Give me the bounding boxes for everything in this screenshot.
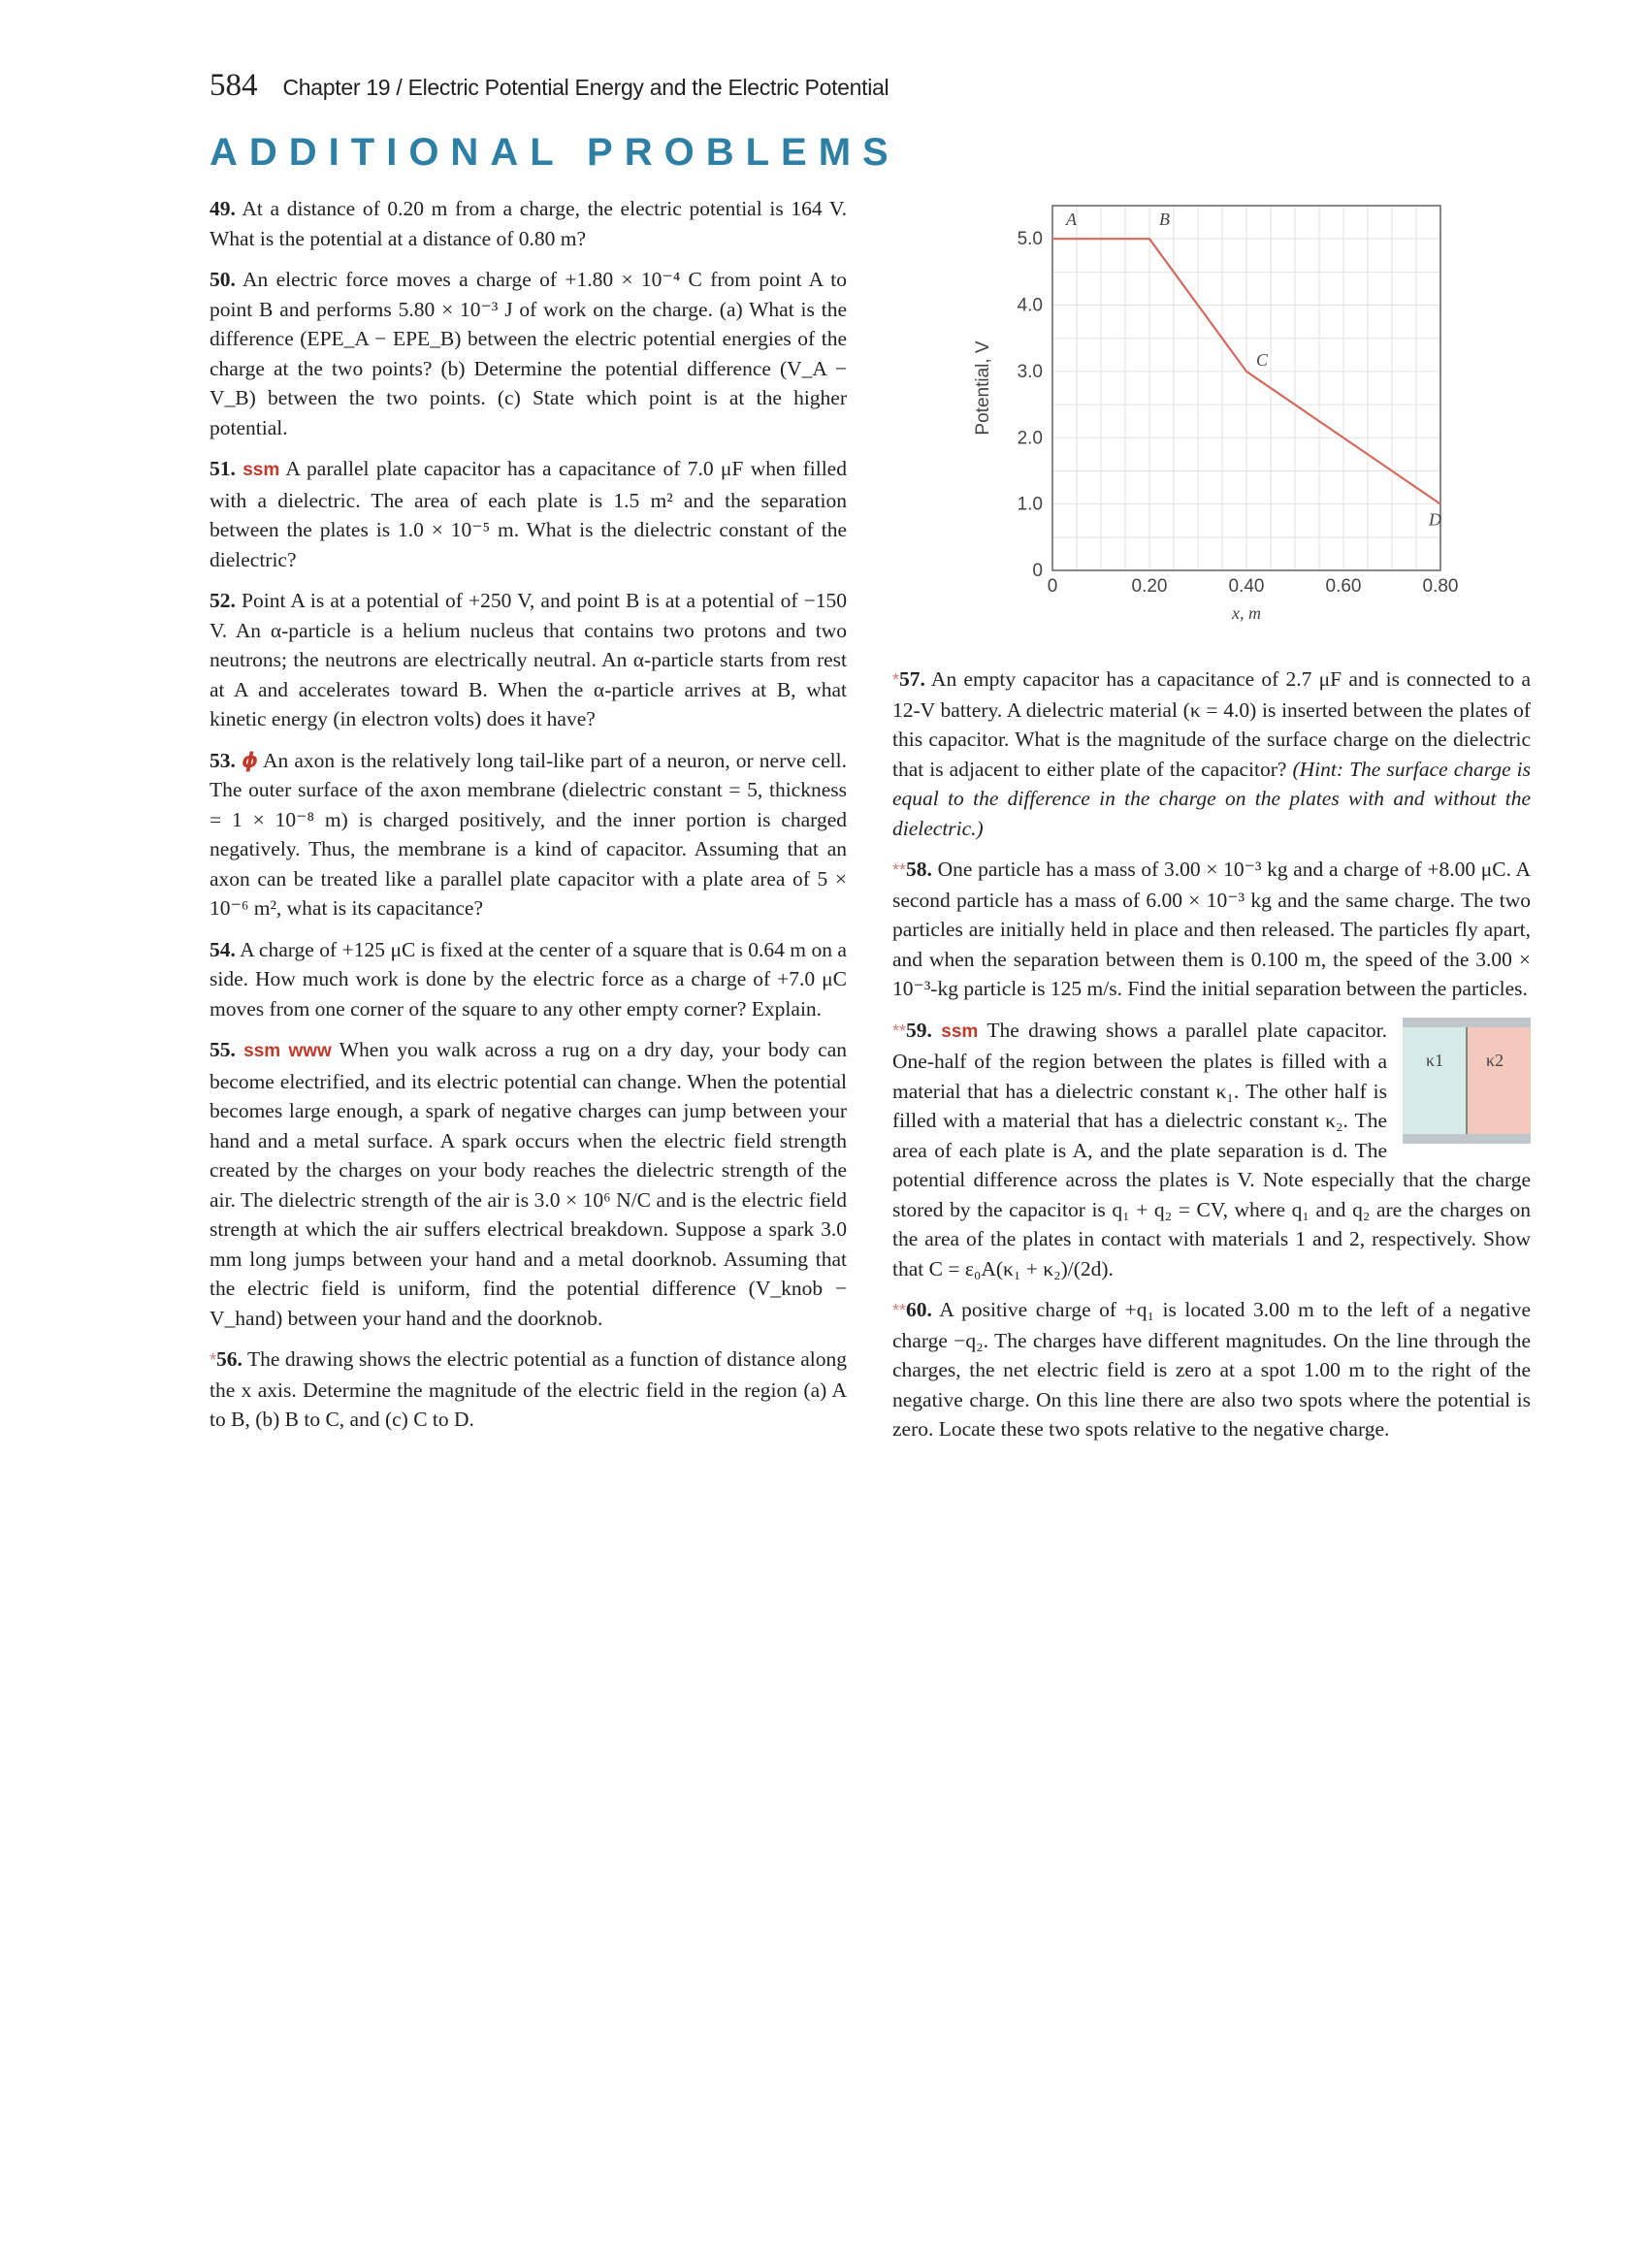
- problem-58: [892, 855, 1531, 1004]
- problem-number: 58.: [906, 858, 932, 881]
- problem-number: 57.: [899, 667, 925, 691]
- bottom-plate: [1403, 1134, 1531, 1144]
- point-label-b: B: [1159, 210, 1170, 230]
- problem-51: [210, 454, 847, 574]
- problem-53: [210, 746, 847, 923]
- problem-text: A parallel plate capacitor has a capacitance of 7.0 μF when filled with a dielectric. The area of each plate is 1.5 m² and the separation between the plates is 1.0 × 10⁻⁵ m. What is the dielectric constant of the dielectric?: [210, 457, 847, 571]
- running-header: [210, 68, 889, 116]
- ssm-tag[interactable]: ssm: [941, 1021, 979, 1042]
- right-column: [892, 664, 1531, 1456]
- y-tick-label: 1.0: [1017, 494, 1043, 515]
- potential-chart-svg: [965, 194, 1489, 640]
- difficulty-star: **: [892, 1301, 907, 1320]
- problem-number: 54.: [210, 937, 236, 961]
- x-tick-label: 0.20: [1131, 576, 1168, 597]
- problem-50: [210, 265, 847, 442]
- section-title: ADDITIONAL PROBLEMS: [210, 131, 900, 174]
- kappa-1-label: κ1: [1426, 1050, 1444, 1070]
- problem-60: [892, 1295, 1531, 1444]
- problem-text: At a distance of 0.20 m from a charge, the electric potential is 164 V. What is the potential at a distance of 0.80 m?: [210, 197, 847, 250]
- problem-49: [210, 194, 847, 253]
- problem-text: The drawing shows the electric potential as a function of distance along the x axis. Determine the magnitude of the electric field in the region (a) A to B, (b) B to C, and (c) C to D.: [210, 1347, 847, 1431]
- problem-number: 51.: [210, 457, 236, 480]
- problem-56: [210, 1345, 847, 1435]
- x-tick-label: 0.60: [1325, 576, 1362, 597]
- difficulty-star: **: [892, 1021, 907, 1041]
- capacitor-figure: [1403, 1018, 1531, 1144]
- www-tag[interactable]: www: [288, 1041, 332, 1061]
- difficulty-star: *: [210, 1350, 217, 1370]
- x-tick-label: 0.40: [1228, 576, 1265, 597]
- page-number: 584: [210, 68, 258, 103]
- problem-number: 55.: [210, 1038, 236, 1061]
- difficulty-star: **: [892, 860, 907, 880]
- y-tick-label: 0: [1032, 561, 1043, 581]
- potential-chart: [965, 194, 1489, 640]
- y-tick-label: 5.0: [1017, 229, 1043, 250]
- y-tick-label: 4.0: [1017, 295, 1043, 316]
- problem-text: Point A is at a potential of +250 V, and point B is at a potential of −150 V. An α-particle is a helium nucleus that contains two protons and two neutrons; the neutrons are electrically neutral. An α-particle starts from rest at A and accelerates toward B. When the α-particle arrives at B, what kinetic energy (in electron volts) does it have?: [210, 589, 847, 730]
- problem-number: 52.: [210, 589, 236, 612]
- x-tick-label: 0.80: [1422, 576, 1459, 597]
- point-label-c: C: [1256, 349, 1269, 370]
- problem-text: An empty capacitor has a capacitance of 2.7 μF and is connected to a 12-V battery. A dielectric material (κ = 4.0) is inserted between the plates of this capacitor. What is the magnitude of the surface charge on the dielectric that is adjacent to either plate of the capacitor?: [892, 667, 1531, 781]
- problem-text: A positive charge of +q₁ is located 3.00 m to the left of a negative charge −q₂. The charges have different magnitudes. On the line through the charges, the net electric field is zero at a spot 1.00 m to the right of the negative charge. On this line there are also two spots where the potential is zero. Locate these two spots relative to the negative charge.: [892, 1298, 1531, 1441]
- problem-text: The drawing shows a parallel plate capacitor. One-half of the region between the plates is filled with a material that has a dielectric constant κ₁. The other half is filled with a material that has a dielectric constant κ₂. The area of each plate is A, and the plate separation is d. The potential difference across the plates is V. Note especially that the charge stored by the capacitor is q₁ + q₂ = CV, where q₁ and q₂ are the charges on the area of the plates in contact with materials 1 and 2, respectively. Show that C = ε₀A(κ₁ + κ₂)/(2d).: [892, 1018, 1531, 1280]
- chapter-title: Chapter 19 / Electric Potential Energy and the Electric Potential: [282, 75, 889, 100]
- x-axis-label: x, m: [1232, 603, 1261, 623]
- problem-text: One particle has a mass of 3.00 × 10⁻³ kg and a charge of +8.00 μC. A second particle has a mass of 6.00 × 10⁻³ kg and the same charge. The two particles are initially held in place and then released. The particles fly apart, and when the separation between them is 0.100 m, the speed of the 3.00 × 10⁻³-kg particle is 125 m/s. Find the initial separation between the particles.: [892, 858, 1532, 1000]
- problem-52: [210, 586, 847, 734]
- problem-59: [892, 1016, 1531, 1284]
- biomedical-icon: 𝟇: [241, 748, 259, 772]
- problem-number: 50.: [210, 268, 236, 291]
- problem-54: [210, 935, 847, 1024]
- problem-number: 49.: [210, 197, 236, 220]
- x-tick-label: 0: [1047, 576, 1058, 597]
- difficulty-star: *: [892, 670, 900, 690]
- y-axis-label: Potential, V: [973, 340, 993, 436]
- problem-text: An axon is the relatively long tail-like part of a neuron, or nerve cell. The outer surface of the axon membrane (dielectric constant = 5, thickness = 1 × 10⁻⁸ m) is charged positively, and the inner portion is charged negatively. Thus, the membrane is a kind of capacitor. Assuming that an axon can be treated like a parallel plate capacitor with a plate area of 5 × 10⁻⁶ m², what is its capacitance?: [210, 748, 848, 920]
- problem-number: 56.: [216, 1347, 242, 1371]
- kappa-2-label: κ2: [1486, 1050, 1504, 1070]
- problem-number: 60.: [906, 1298, 932, 1321]
- point-label-a: A: [1066, 210, 1077, 230]
- problem-text: An electric force moves a charge of +1.80 × 10⁻⁴ C from point A to point B and performs 5.80 × 10⁻³ J of work on the charge. (a) What is the difference (EPE_A − EPE_B) between the electric potential energies of the charge at the two points? (b) Determine the potential difference (V_A − V_B) between the two points. (c) State which point is at the higher potential.: [210, 268, 847, 439]
- y-tick-label: 2.0: [1017, 428, 1043, 449]
- point-label-d: D: [1429, 509, 1441, 530]
- capacitor-figure-svg: [1403, 1018, 1531, 1144]
- dielectric-1-region: [1403, 1027, 1467, 1134]
- y-tick-label: 3.0: [1017, 361, 1043, 382]
- problem-55: [210, 1035, 847, 1333]
- problem-text: When you walk across a rug on a dry day, your body can become electrified, and its electric potential can change. When the potential becomes large enough, a spark of negative charges can jump between your hand and a metal surface. A spark occurs when the electric field strength created by the charges on your body reaches the dielectric strength of the air. The dielectric strength of the air is 3.0 × 10⁶ N/C and is the electric field strength at which the air suffers electrical breakdown. Suppose a spark 3.0 mm long jumps between your hand and a metal doorknob. Assuming that the electric field is uniform, find the potential difference (V_knob − V_hand) between your hand and the doorknob.: [210, 1038, 848, 1330]
- problem-hint: (Hint: The surface charge is equal to the difference in the charge on the plates with and without the dielectric.): [892, 757, 1531, 840]
- left-column: [210, 194, 847, 1446]
- top-plate: [1403, 1018, 1531, 1027]
- ssm-tag[interactable]: ssm: [243, 1041, 281, 1061]
- problem-text: A charge of +125 μC is fixed at the center of a square that is 0.64 m on a side. How much work is done by the electric force as a charge of +7.0 μC moves from one corner of the square to any other empty corner? Explain.: [210, 937, 847, 1021]
- ssm-tag[interactable]: ssm: [242, 460, 280, 480]
- problem-number: 53.: [210, 748, 236, 772]
- problem-57: [892, 664, 1531, 843]
- dielectric-2-region: [1467, 1027, 1531, 1134]
- problem-number: 59.: [906, 1018, 932, 1042]
